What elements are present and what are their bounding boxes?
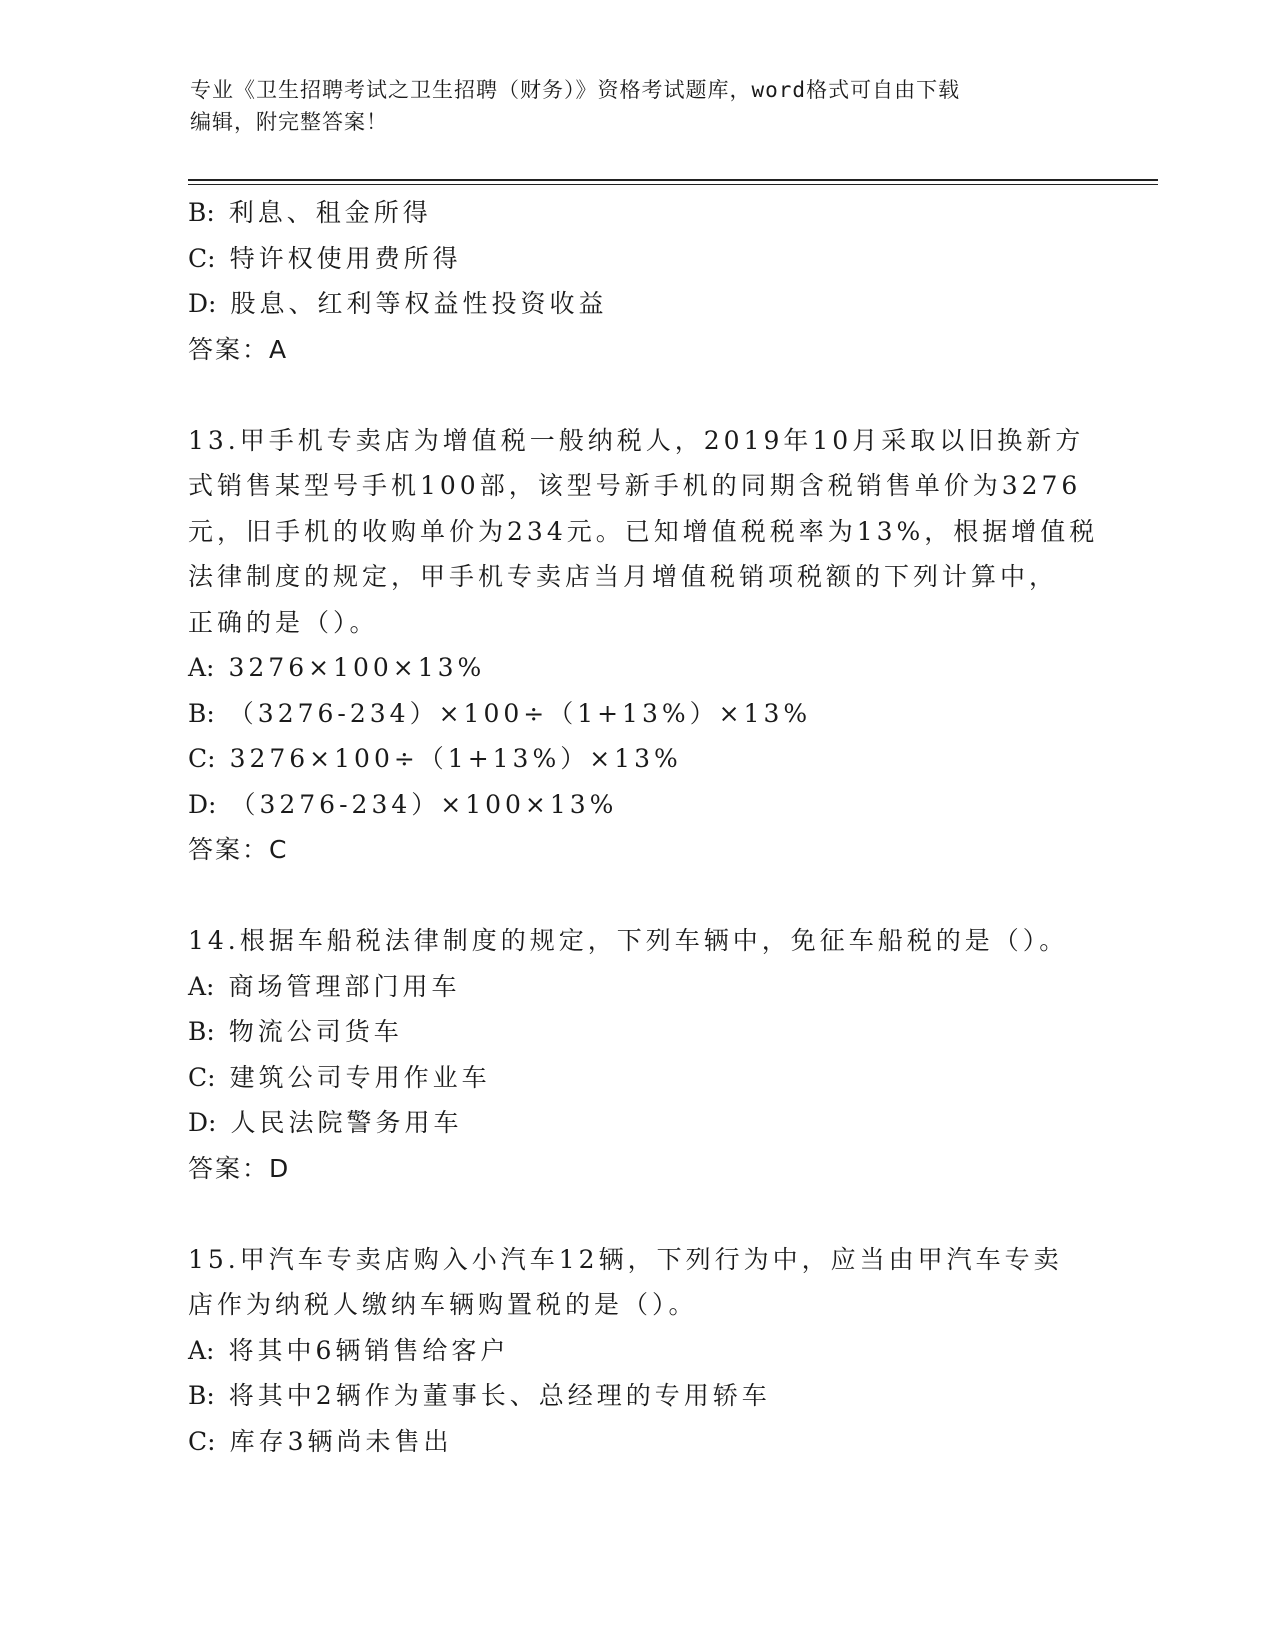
- answer-line: 答案：A: [188, 334, 289, 364]
- question-text-line: 元，旧手机的收购单价为234元。已知增值税税率为13%，根据增值税: [188, 516, 1099, 546]
- question-13: [188, 418, 1148, 873]
- spacer: [188, 1191, 1148, 1237]
- question-text-line: 式销售某型号手机100部，该型号新手机的同期含税销售单价为3276: [188, 471, 1082, 500]
- header-line-2: 编辑，附完整答案！: [190, 110, 388, 134]
- question-text-line: 15.甲汽车专卖店购入小汽车12辆，下列行为中，应当由甲汽车专卖: [188, 1244, 1063, 1274]
- option-b: B: 利息、租金所得: [188, 198, 432, 227]
- question-text-line: 店作为纳税人缴纳车辆购置税的是（）。: [188, 1290, 698, 1319]
- header-divider-thin: [188, 184, 1158, 185]
- option-c: C: 库存3辆尚未售出: [188, 1426, 453, 1456]
- question-12: [188, 190, 1148, 372]
- header-line-1: 专业《卫生招聘考试之卫生招聘（财务）》资格考试题库，word格式可自由下载: [190, 78, 961, 102]
- option-a: A: 3276×100×13%: [188, 653, 486, 682]
- spacer: [188, 873, 1148, 919]
- answer-line: 答案：C: [188, 835, 289, 864]
- option-a: A: 商场管理部门用车: [188, 971, 461, 1001]
- option-d: D: 股息、红利等权益性投资收益: [188, 289, 608, 318]
- option-c: C: 特许权使用费所得: [188, 243, 462, 273]
- option-d: D: （3276-234）×100×13%: [188, 789, 618, 819]
- answer-line: 答案：D: [188, 1153, 291, 1183]
- question-text-line: 法律制度的规定，甲手机专卖店当月增值税销项税额的下列计算中，: [188, 562, 1059, 591]
- option-a: A: 将其中6辆销售给客户: [188, 1335, 510, 1365]
- question-text-line: 13.甲手机专卖店为增值税一般纳税人，2019年10月采取以旧换新方: [188, 425, 1085, 455]
- spacer: [188, 372, 1148, 418]
- question-14: [188, 918, 1148, 1191]
- option-c: C: 3276×100÷（1+13%）×13%: [188, 744, 682, 773]
- question-text-line: 14.根据车船税法律制度的规定，下列车辆中，免征车船税的是（）。: [188, 926, 1069, 955]
- question-15: [188, 1237, 1148, 1465]
- question-text-line: 正确的是（）。: [188, 607, 379, 637]
- header-divider-thick: [188, 179, 1158, 181]
- option-b: B: （3276-234）×100÷（1+13%）×13%: [188, 698, 812, 728]
- option-b: B: 物流公司货车: [188, 1017, 403, 1046]
- option-c: C: 建筑公司专用作业车: [188, 1062, 491, 1092]
- document-header: [190, 74, 1080, 138]
- option-d: D: 人民法院警务用车: [188, 1108, 463, 1137]
- option-b: B: 将其中2辆作为董事长、总经理的专用轿车: [188, 1381, 771, 1410]
- document-body: [188, 190, 1148, 1464]
